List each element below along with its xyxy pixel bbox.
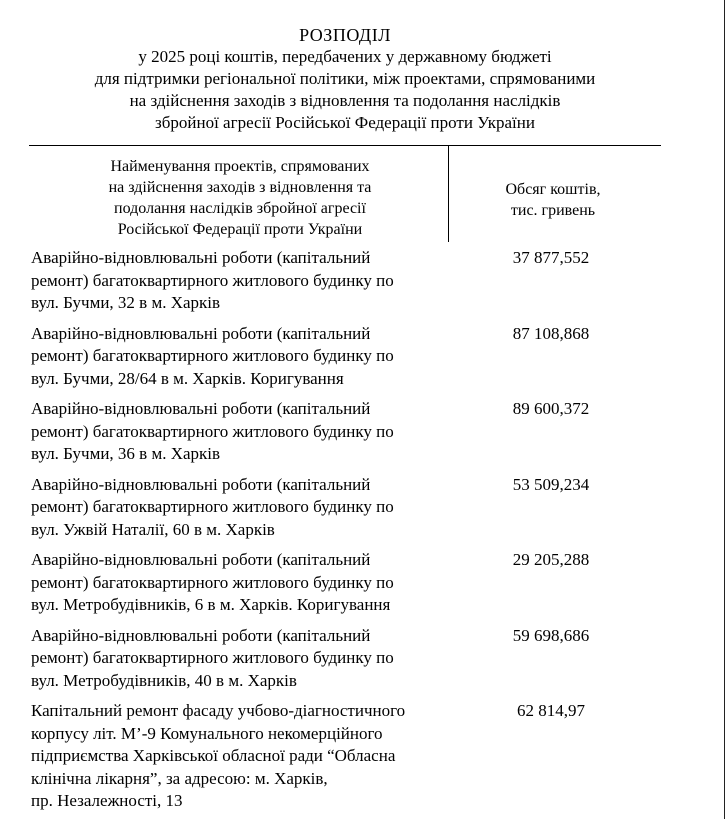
- project-name-line: ремонт) багатоквартирного житлового будинку по: [31, 346, 394, 365]
- project-name: [31, 549, 441, 617]
- project-amount: 89 600,372: [512, 399, 590, 418]
- project-name-line: вул. Бучми, 36 в м. Харків: [31, 444, 221, 463]
- project-name: [31, 398, 441, 466]
- project-name-line: ремонт) багатоквартирного житлового будинку по: [31, 572, 394, 592]
- project-name-line: ремонт) багатоквартирного житлового будинку по: [31, 421, 394, 441]
- table-header-name: [60, 156, 420, 240]
- project-name-line: вул. Метробудівників, 6 в м. Харків. Коригування: [31, 595, 391, 614]
- project-name: [31, 323, 441, 391]
- project-name-line: пр. Незалежності, 13: [31, 791, 183, 810]
- project-name-line: ремонт) багатоквартирного житлового будинку по: [31, 648, 394, 667]
- table-header-amount-line: тис. гривень: [510, 202, 596, 219]
- project-amount: 53 509,234: [512, 474, 590, 494]
- project-name-line: вул. Ужвій Наталії, 60 в м. Харків: [31, 519, 275, 539]
- project-name-line: Аварійно-відновлювальні роботи (капітальний: [31, 323, 371, 343]
- table-row: [31, 549, 671, 617]
- project-amount: 29 205,288: [512, 550, 590, 569]
- document-subtitle-line-3: на здійснення заходів з відновлення та подолання наслідків: [129, 91, 561, 110]
- project-name-line: корпусу літ. М’-9 Комунального некомерційного: [31, 723, 383, 743]
- document-title: РОЗПОДІЛ: [299, 25, 391, 45]
- table-row: [31, 247, 671, 315]
- project-name-line: Аварійно-відновлювальні роботи (капітальний: [31, 399, 371, 418]
- project-name-line: вул. Бучми, 32 в м. Харків: [31, 293, 221, 312]
- table-header-name-line: Найменування проектів, спрямованих: [110, 158, 370, 175]
- project-name-line: Капітальний ремонт фасаду учбово-діагностичного: [31, 701, 406, 720]
- project-name-line: ремонт) багатоквартирного житлового будинку по: [31, 497, 394, 516]
- table-row: [31, 474, 671, 542]
- table-header-name-line: подолання наслідків збройної агресії: [114, 200, 366, 217]
- project-name-line: Аварійно-відновлювальні роботи (капітальний: [31, 474, 371, 494]
- document-title-block: [0, 24, 690, 134]
- project-amount: 59 698,686: [512, 625, 590, 645]
- table-top-rule: [29, 145, 661, 146]
- table-row: [31, 700, 671, 813]
- project-name-line: ремонт) багатоквартирного житлового будинку по: [31, 270, 394, 290]
- document-subtitle-line-1: у 2025 році коштів, передбачених у державному бюджеті: [138, 47, 552, 66]
- project-name-line: Аварійно-відновлювальні роботи (капітальний: [31, 248, 371, 267]
- table-header-amount: [462, 179, 644, 221]
- table-header-name-line: Російської Федерації проти України: [117, 221, 363, 238]
- table-row: [31, 398, 671, 466]
- project-amount: 37 877,552: [512, 248, 590, 267]
- page-edge-border: [724, 0, 725, 819]
- project-name-line: Аварійно-відновлювальні роботи (капітальний: [31, 625, 371, 645]
- table-header-amount-line: Обсяг коштів,: [505, 181, 601, 198]
- project-name: [31, 247, 441, 315]
- project-name-line: підприємства Харківської обласної ради “Обласна: [31, 746, 396, 765]
- project-name-line: вул. Метробудівників, 40 в м. Харків: [31, 670, 297, 690]
- table-header-column-divider: [448, 146, 449, 242]
- project-name-line: клінічна лікарня”, за адресою: м. Харків,: [31, 768, 328, 788]
- project-amount: 62 814,97: [517, 701, 585, 720]
- table-row: [31, 625, 671, 693]
- project-name-line: вул. Бучми, 28/64 в м. Харків. Коригування: [31, 368, 344, 388]
- table-header-name-line: на здійснення заходів з відновлення та: [108, 179, 372, 196]
- table-body: [31, 247, 671, 821]
- project-name-line: Аварійно-відновлювальні роботи (капітальний: [31, 550, 371, 569]
- project-name: [31, 474, 441, 542]
- project-name: [31, 700, 441, 813]
- project-amount: 87 108,868: [512, 323, 590, 343]
- document-subtitle-line-4: збройної агресії Російської Федерації проти України: [155, 113, 535, 132]
- project-name: [31, 625, 441, 693]
- table-row: [31, 323, 671, 391]
- document-subtitle-line-2: для підтримки регіональної політики, між проектами, спрямованими: [94, 69, 596, 88]
